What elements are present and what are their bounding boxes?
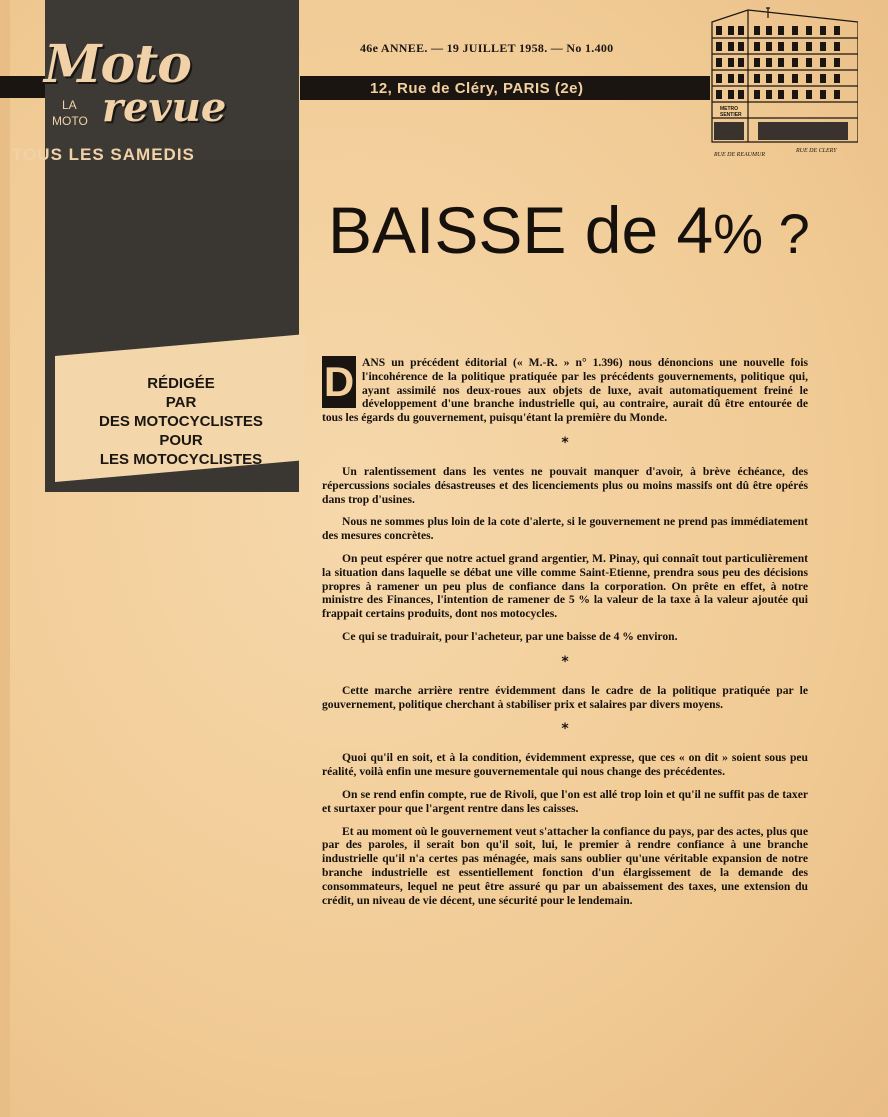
paragraph-text: ANS un précédent éditorial (« M.-R. » n° 1.396) nous dénoncions une nouvelle fois l'incohérence de la politique pratiquée par les précédents gouvernements, politique qui, ayant assimilé nos deux-roues aux objets de luxe, avait automatiquement freiné le développement d'une branche industrielle qui, au contraire, aurait dû être entourée de tous les égards du gouvernement, puisqu'étant la première du Monde.	[322, 356, 808, 425]
headline-main: BAISSE de 4	[328, 193, 714, 267]
article-paragraph	[322, 356, 808, 425]
article-paragraph: Et au moment où le gouvernement veut s'attacher la confiance du pays, par des actes, plus que par des paroles, il serait bon qu'il soit, lui, le premier à rendre confiance à une branche industrielle qu'il n'a certes pas ménagée, mais sans oublier qu'une véritable expansion de notre branche industrielle est essentiellement fonction d'un élargissement de la demande des consommateurs, lequel ne peut être assuré qu par un abaissement des taxes, une extension du crédit, un niveau de vie décent, une sécurité pour le lendemain.	[322, 824, 808, 907]
logo-revue: revue	[102, 84, 227, 131]
article-paragraph: Nous ne sommes plus loin de la cote d'alerte, si le gouvernement ne prend pas immédiatement des mesures concrètes.	[322, 515, 808, 543]
redigee-line: POUR	[159, 432, 203, 449]
article-body	[322, 356, 808, 916]
headline-suffix: % ?	[713, 202, 810, 265]
street-label-1: RUE DE REAUMUR	[714, 152, 765, 158]
issue-line: 46e ANNEE. — 19 JUILLET 1958. — No 1.400	[360, 41, 614, 55]
article-paragraph: On peut espérer que notre actuel grand argentier, M. Pinay, qui connaît tout particulièrement la situation dans laquelle se débat une ville comme Saint-Etienne, prendra sous peu des décisions propres à ramener un peu plus de confiance dans la corporation. On prête en effet, à notre ministre des Finances, l'intention de ramener de 5 % la valeur de la taxe à la valeur ajoutée qui frappait certains produits, dont nos motocycles.	[322, 551, 808, 621]
article-paragraph: Quoi qu'il en soit, et à la condition, évidemment expresse, que ces « on dit » soient sous peu réalité, voilà enfin une mesure gouvernementale qui nous change des précédentes.	[322, 751, 808, 779]
redigee-line: LES MOTOCYCLISTES	[99, 451, 263, 468]
article-paragraph: Ce qui se traduirait, pour l'acheteur, par une baisse de 4 % environ.	[342, 629, 678, 643]
article-paragraph: Un ralentissement dans les ventes ne pouvait manquer d'avoir, à brève échéance, des répercussions sociales désastreuses et des licenciements plus ou moins massifs ont dû être opérés dans trop d'usines.	[322, 464, 808, 506]
address-text: 12, Rue de Cléry, PARIS (2e)	[370, 79, 584, 97]
logo-moto-small: MOTO	[52, 114, 88, 128]
top-rule	[0, 76, 48, 98]
address-bar	[300, 76, 710, 100]
article-paragraph: On se rend enfin compte, rue de Rivoli, que l'on est allé trop loin et qu'il ne suffit pas de taxer et surtaxer pour que l'argent rentre dans les caisses.	[322, 787, 808, 815]
page-edge	[0, 0, 10, 1117]
section-star: *	[561, 434, 569, 451]
redigee-line: PAR	[165, 394, 197, 411]
metro-sign-2: SENTIER	[720, 112, 742, 118]
article-paragraph: Cette marche arrière rentre évidemment dans le cadre de la politique pratiquée par le gouvernement, politique cherchant à stabiliser prix et salaires par divers moyens.	[322, 683, 808, 711]
logo-moto: Moto	[44, 34, 191, 95]
redigee-line: RÉDIGÉE	[147, 375, 215, 392]
building-illustration	[708, 2, 858, 162]
logo-la: LA	[62, 98, 77, 112]
tagline: TOUS LES SAMEDIS	[12, 145, 195, 164]
drop-cap: D	[322, 356, 356, 408]
section-star: *	[561, 721, 569, 738]
redigee-line: DES MOTOCYCLISTES	[99, 413, 263, 430]
headline	[328, 192, 810, 268]
metro-sign: METRO	[720, 106, 739, 112]
section-star: *	[561, 653, 569, 670]
redigee-text	[62, 374, 300, 469]
street-label-2: RUE DE CLERY	[796, 148, 837, 154]
